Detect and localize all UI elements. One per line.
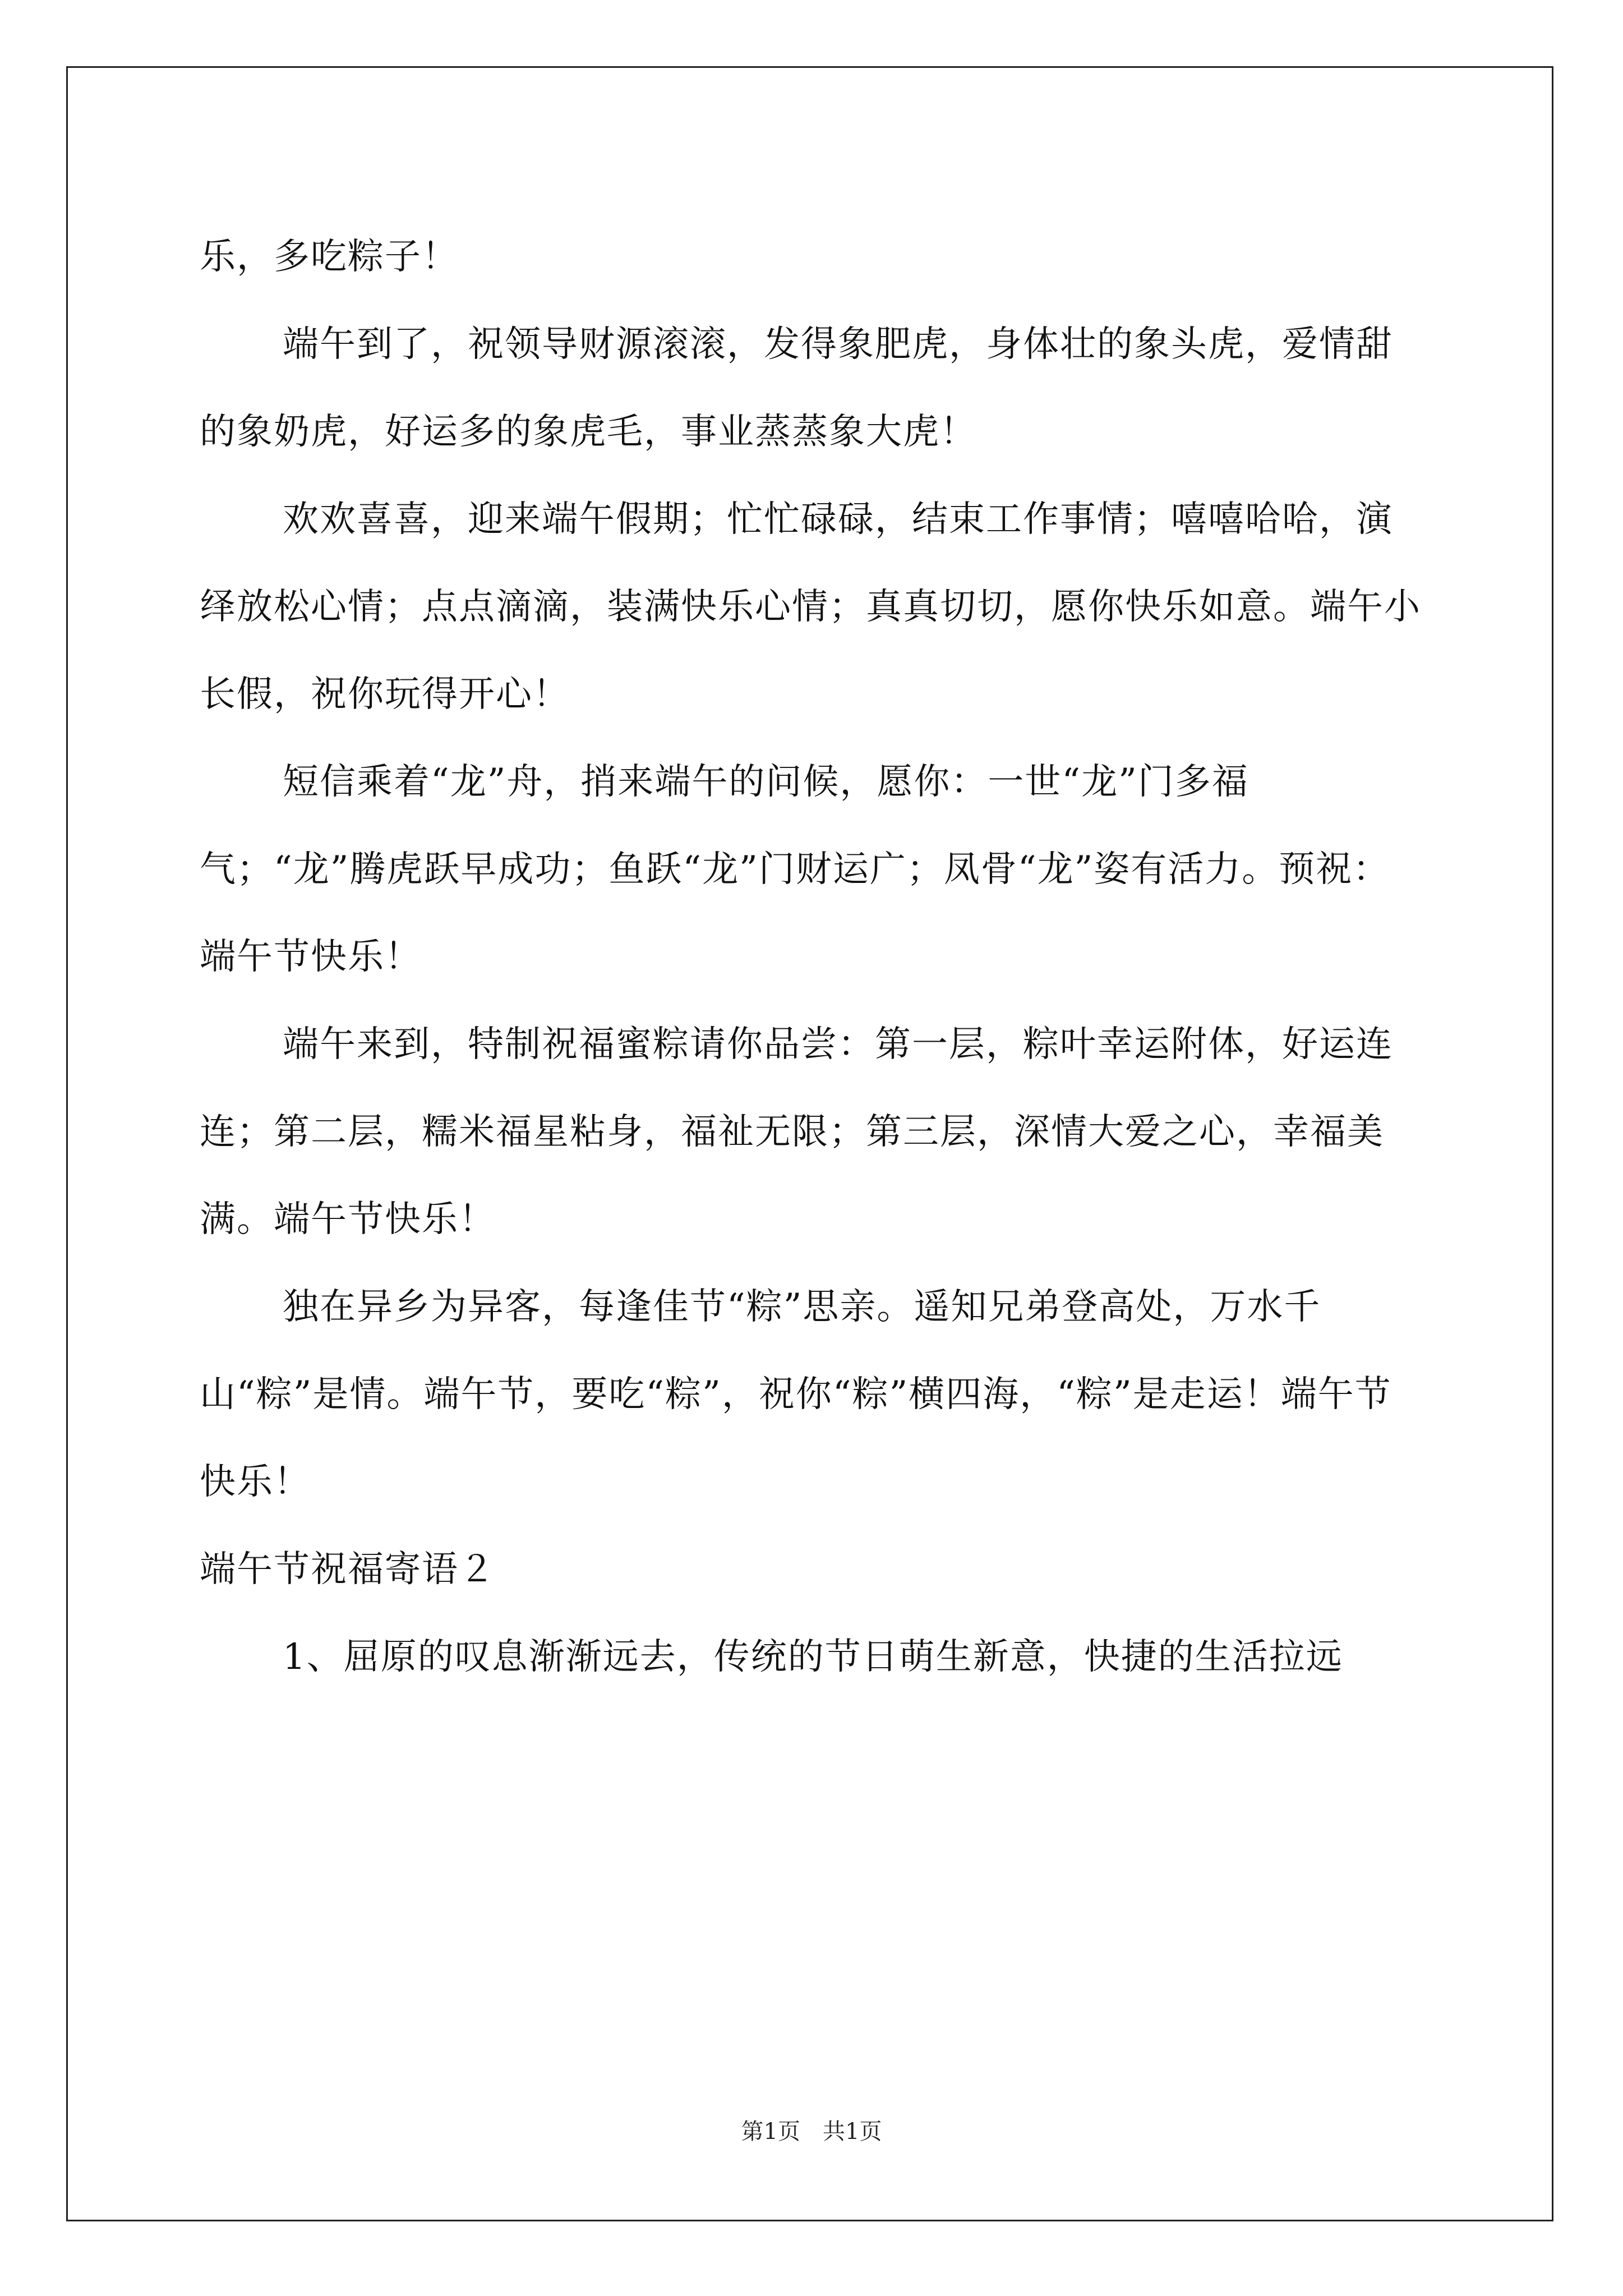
- section-heading: 端午节祝福寄语２: [200, 1549, 496, 1590]
- paragraph: 欢欢喜喜，迎来端午假期；忙忙碌碌，结束工作事情；嘻嘻哈哈，演绎放松心情；点点滴滴，装满快乐心情；真真切切，愿你快乐如意。端午小长假，祝你玩得开心！: [200, 499, 1421, 715]
- paragraph: 短信乘着“龙”舟，捎来端午的问候，愿你：一世“龙”门多福气；“龙”腾虎跃早成功；鱼跃“龙”门财运广；凤骨“龙”姿有活力。预祝：端午节快乐！: [200, 761, 1390, 978]
- paragraph: 独在异乡为异客，每逢佳节“粽”思亲。遥知兄弟登高处，万水千山“粽”是情。端午节，要吃“粽”，祝你“粽”横四海，“粽”是走运！端午节快乐！: [200, 1286, 1392, 1503]
- paragraph: 乐，多吃粽子！: [200, 236, 459, 278]
- paragraph: 端午来到，特制祝福蜜粽请你品尝：第一层，粽叶幸运附体，好运连连；第二层，糯米福星粘身，福祉无限；第三层，深情大爱之心，幸福美满。端午节快乐！: [200, 1024, 1393, 1240]
- paragraph: 1、屈原的叹息渐渐远去，传统的节日萌生新意，快捷的生活拉远: [283, 1636, 1343, 1678]
- paragraph: 端午到了，祝领导财源滚滚，发得象肥虎，身体壮的象头虎，爱情甜的象奶虎，好运多的象虎毛，事业蒸蒸象大虎！: [200, 324, 1393, 453]
- document-body: [200, 213, 1422, 1701]
- page-number-footer: 第1页 共1页: [741, 2119, 882, 2145]
